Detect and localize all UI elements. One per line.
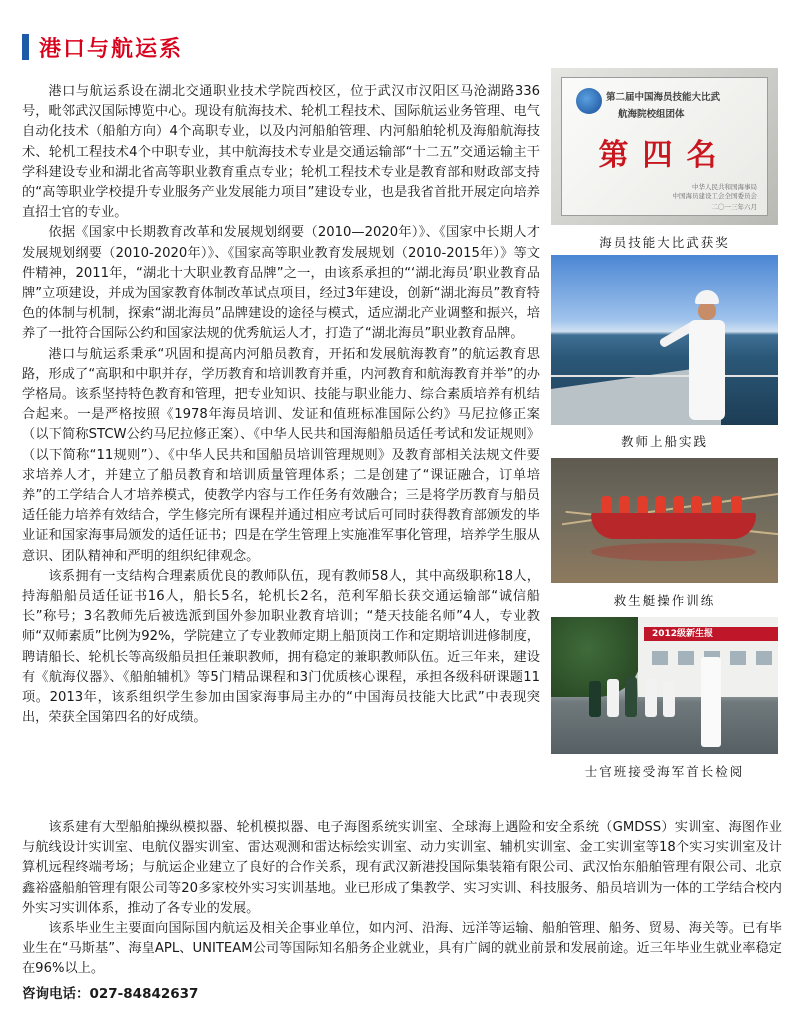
award-plaque-photo xyxy=(551,68,778,225)
lifeboat-photo xyxy=(551,458,778,583)
plaque-line-1: 第二届中国海员技能大比武 xyxy=(606,92,721,103)
caption-lifeboat: 救生艇操作训练 xyxy=(613,593,716,608)
caption-award: 海员技能大比武获奖 xyxy=(599,235,730,250)
plaque-issuer-1: 中华人民共和国海事局 xyxy=(692,183,757,191)
contact-phone: 咨询电话：027-84842637 xyxy=(22,985,199,1002)
award-plaque xyxy=(561,77,768,216)
plaque-date: 二〇一三年六月 xyxy=(711,203,757,211)
paragraph-philosophy: 港口与航运系秉承“巩固和提高内河船员教育，开拓和发展航海教育”的航运教育思路，形成了“高职和中职并存，学历教育和培训教育并重，内河教育和航海教育并举”的办学格局。该系坚持特色教育和管理，把专业知识、技能与职业能力、综合素质培养有机结合起来。一是严格按照《1978年海员培训、发证和值班标准国际公约》马尼拉修正案（以下简称STCW公约马尼拉修正案）、《中华人民共和国海船船员适任考试和发证规则》（以下简称“11规则”）、《中华人民共和国船员培训管理规则》及教育部相关法规文件要求培养人才，并建立了船员教育和培训质量管理体系；二是创建了“课证融合，订单培养”的工学结合人才培养模式，使教学内容与工作任务有效融合；三是将学历教育与船员适任能力培养有效结合，学生修完所有课程并通过相应考试后可同时获得教育部颁发的毕业证和国家海事局颁发的适任证书；四是在学生管理上实施准军事化管理，培养学生服从意识、团队精神和严明的组织纪律观念。 xyxy=(22,346,540,564)
teacher-on-ship-photo xyxy=(551,255,778,425)
full-width-text xyxy=(22,818,782,1002)
paragraph-facilities: 该系建有大型船舶操纵模拟器、轮机模拟器、电子海图系统实训室、全球海上遇险和安全系统（GMDSS）实训室、海图作业与航线设计实训室、电航仪器实训室、雷达观测和雷达标绘实训室、动力实训室、辅机实训室、金工实训室等18个实习实训室及计算机远程终端考场；与航运企业建立了良好的合作关系，现有武汉新港投国际集装箱有限公司、武汉怡东船舶管理有限公司、北京鑫裕盛船舶管理有限公司等20多家校外实习实训基地。业已形成了集教学、实习实训、科技服务、船员培训为一体的工学结合校内外实习实训体系，推动了各专业的发展。 xyxy=(22,820,782,916)
caption-ship: 教师上船实践 xyxy=(620,434,708,449)
title-bar-decoration xyxy=(22,34,29,60)
seafarer-logo-icon xyxy=(576,88,602,114)
parade-review-photo xyxy=(551,617,778,754)
section-header xyxy=(22,30,183,64)
plaque-award: 第四名 xyxy=(598,138,731,173)
plaque-line-2: 航海院校组团体 xyxy=(618,109,685,120)
plaque-issuer-2: 中国海员建设工会全国委员会 xyxy=(672,192,757,200)
main-text-column xyxy=(22,82,540,729)
paragraph-intro: 港口与航运系设在湖北交通职业技术学院西校区，位于武汉市汉阳区马沧湖路336号，毗邻武汉国际博览中心。现设有航海技术、轮机工程技术、国际航运业务管理、电气自动化技术（船舶方向）4个高职专业，以及内河船舶管理、内河船舶轮机及海船航海技术、轮机工程技术4个中职专业，其中航海技术专业是交通运输部“十二五”交通运输主干学科建设专业和湖北省高等职业教育重点专业；轮机工程技术专业是教育部和财政部支持的“高等职业学校提升专业服务产业发展能力项目”建设专业，也是我省首批开展定向培养直招士官的专业。 xyxy=(22,84,540,221)
section-title: 港口与航运系 xyxy=(39,36,184,62)
lifeboat xyxy=(591,513,756,539)
ship-rail xyxy=(551,375,778,377)
paragraph-faculty: 该系拥有一支结构合理素质优良的教师队伍，现有教师58人，其中高级职称18人，持海船船员适任证书16人，船长5名，轮机长2名，范利军船长获交通运输部“诚信船长”称号；3名教师先后被选派到国外参加职业教育培训；“楚天技能名师”4人，专业教师“双师素质”比例为92%，学院建立了专业教师定期上船顶岗工作和定期培训进修制度，聘请船长、轮机长等高级船员担任兼职教师，拥有稳定的兼职教师队伍。近三年来，建设有《航海仪器》、《船舶辅机》等5门精品课程和3门优质核心课程，承担各级科研课题11项。2013年，该系组织学生参加由国家海事局主办的“中国海员技能大比武”中表现突出，荣获全国第四名的好成绩。 xyxy=(22,568,540,726)
caption-parade: 士官班接受海军首长检阅 xyxy=(584,764,745,779)
teacher-figure xyxy=(686,290,728,420)
paragraph-employment: 该系毕业生主要面向国际国内航运及相关企事业单位，如内河、沿海、远洋等运输、船舶管理、船务、贸易、海关等。已有毕业生在“马斯基”、海皇APL、UNITEAM公司等国际知名船务企业就业，具有广阔的就业前景和发展前途。近三年毕业生就业率稳定在96%以上。 xyxy=(22,921,782,977)
welcome-banner: 2012级新生报 xyxy=(644,627,778,641)
paragraph-brand: 依据《国家中长期教育改革和发展规划纲要（2010—2020年）》、《国家中长期人才发展规划纲要（2010-2020年）》、《国家高等职业教育发展规划（2010-2015年）》等文件精神，2011年，“湖北十大职业教育品牌”之一，由该系承担的“‘湖北海员’职业教育品牌”立项建设，并成为国家教育体制改革试点项目，经过3年建设，创新“湖北海员”教育特色的体制与机制，探索“湖北海员”品牌建设的途径与模式，适应湖北产业调整和振兴，培养了一批符合国际公约和国家法规的优秀航运人才，打造了“湖北海员”职业教育品牌。 xyxy=(22,225,540,342)
